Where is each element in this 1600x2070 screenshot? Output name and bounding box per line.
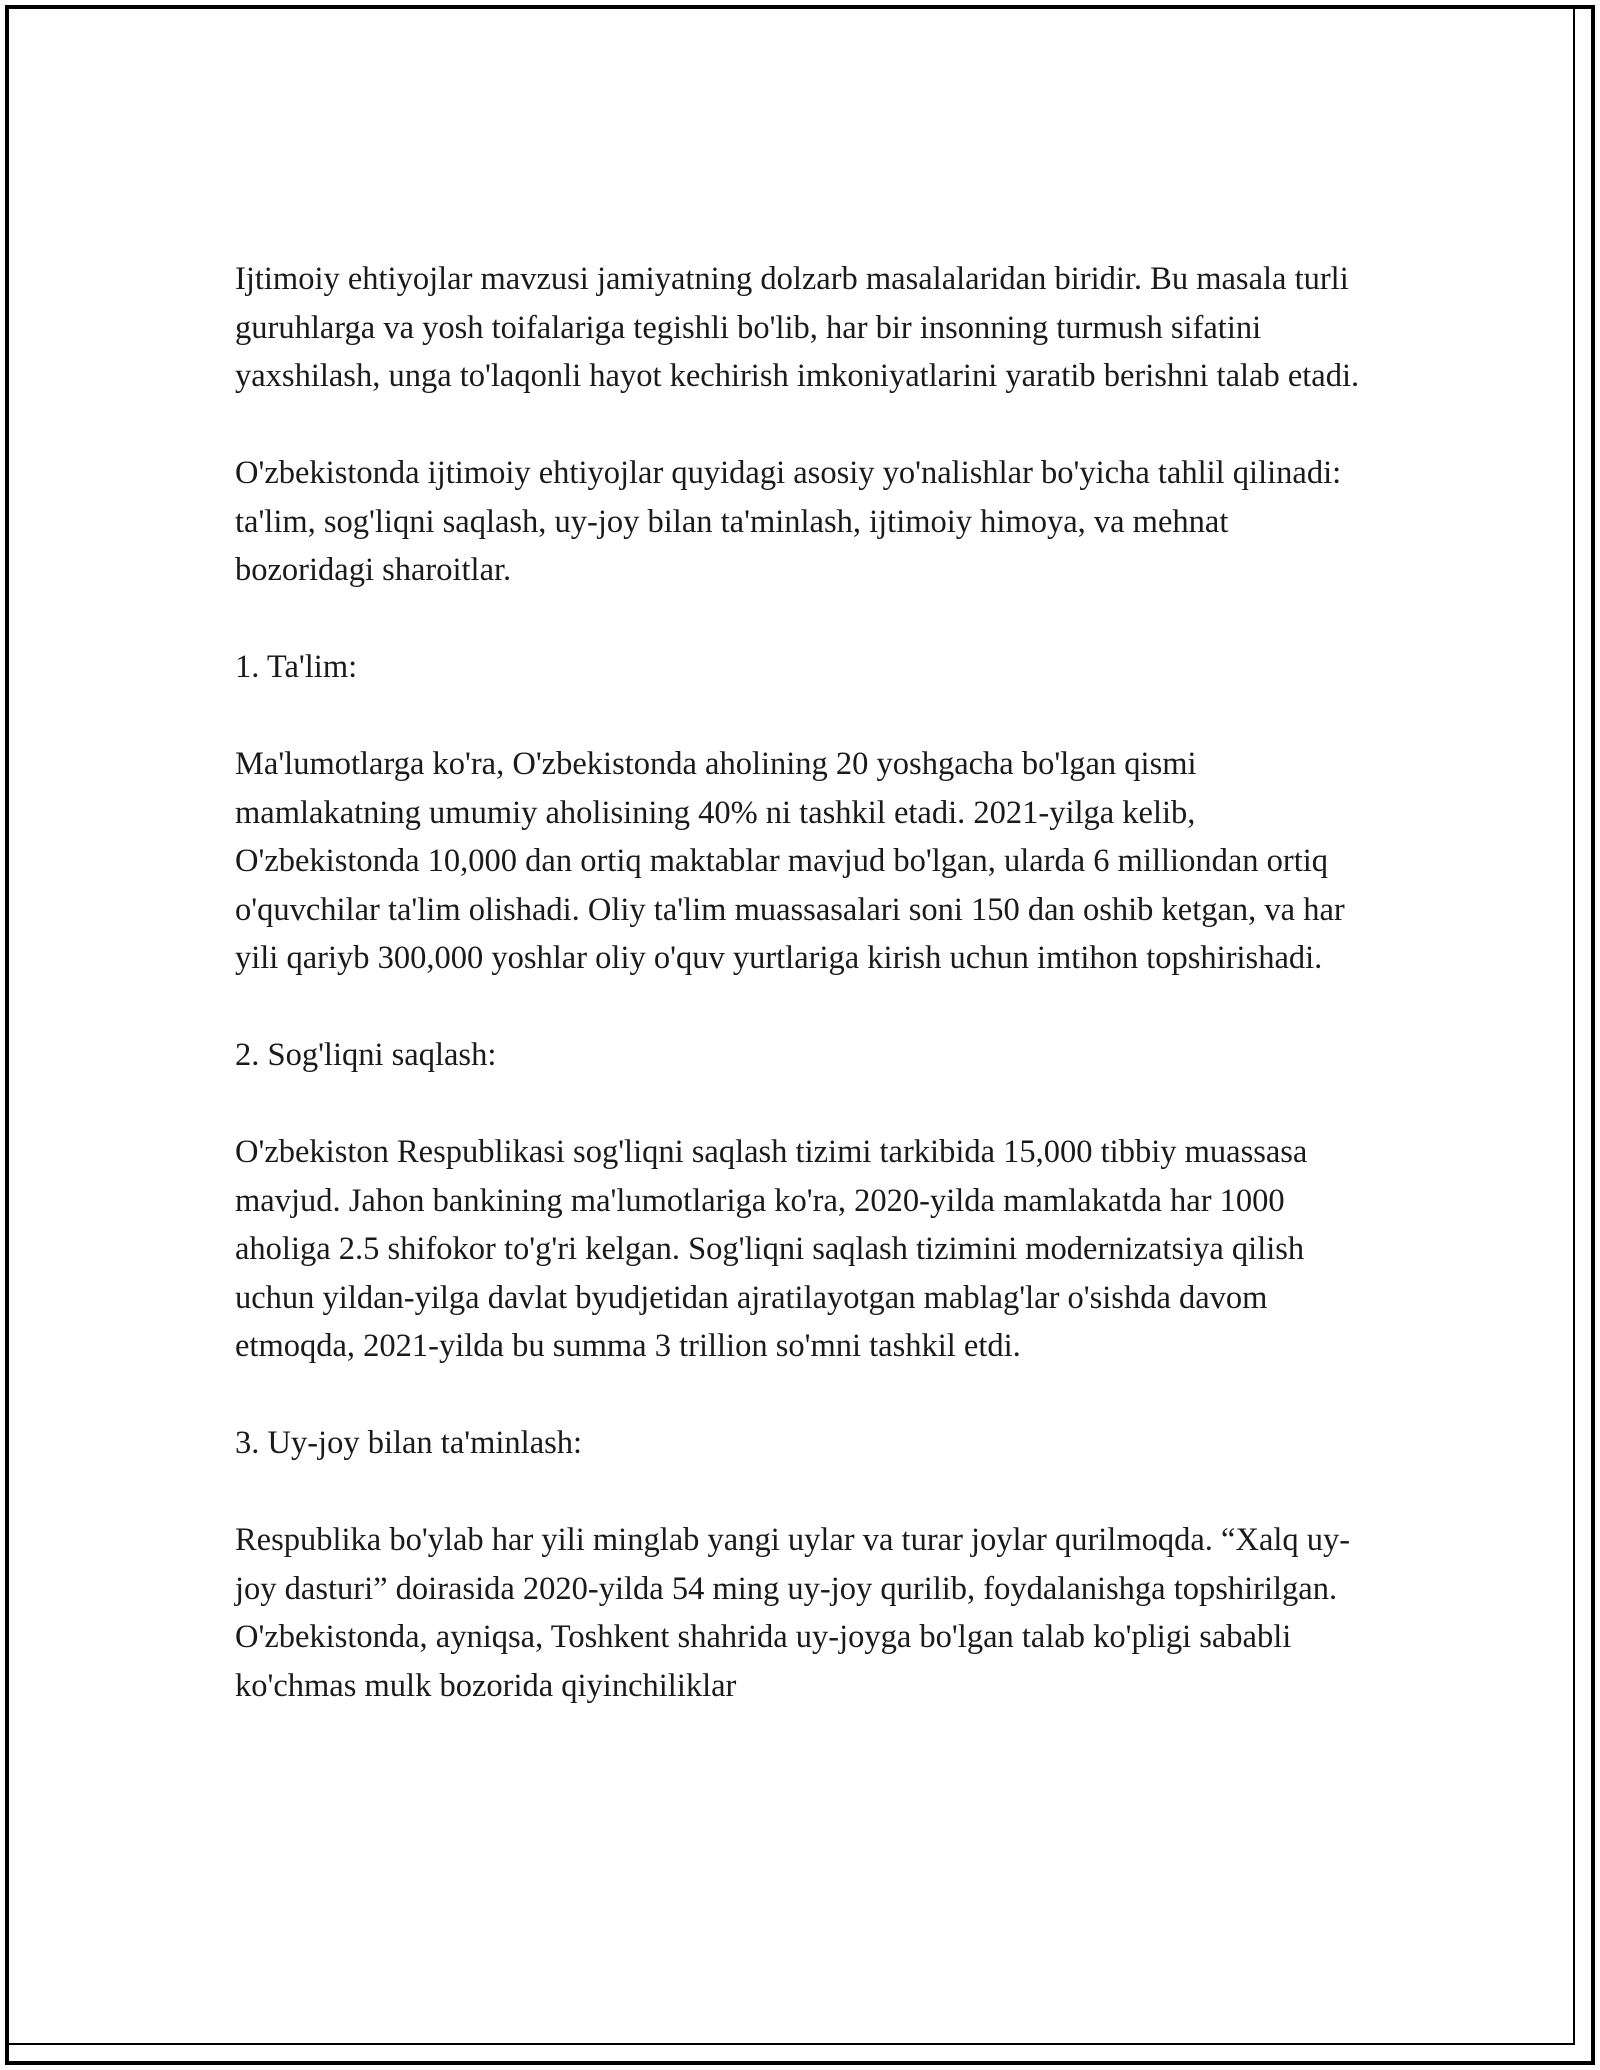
health-paragraph: O'zbekiston Respublikasi sog'liqni saqlash tizimi tarkibida 15,000 tibbiy muassasa mavjud. Jahon bankining ma'lumotlariga ko'ra, 2020-yilda mamlakatda har 1000 aholiga 2.5 shifokor to'g'ri kelgan. Sog'liqni saqlash tizimini modernizatsiya qilish uchun yildan-yilga davlat byudjetidan ajratilayotgan mablag'lar o'sishda davom etmoqda, 2021-yilda bu summa 3 trillion so'mni tashkil etdi.	[235, 1134, 1308, 1364]
intro-paragraph: Ijtimoiy ehtiyojlar mavzusi jamiyatning dolzarb masalalaridan biridir. Bu masala turli guruhlarga va yosh toifalariga tegishli bo'lib, har bir insonning turmush sifatini yaxshilash, unga to'laqonli hayot kechirish imkoniyatlarini yaratib berishni talab etadi.	[235, 261, 1360, 394]
education-paragraph: Ma'lumotlarga ko'ra, O'zbekistonda aholining 20 yoshgacha bo'lgan qismi mamlakatning umumiy aholisining 40% ni tashkil etadi. 2021-yilga kelib, O'zbekistonda 10,000 dan ortiq maktablar mavjud bo'lgan, ularda 6 milliondan ortiq o'quvchilar ta'lim olishadi. Oliy ta'lim muassasalari soni 150 dan oshib ketgan, va har yili qariyb 300,000 yoshlar oliy o'quv yurtlariga kirish uchun imtihon topshirishadi.	[235, 746, 1345, 976]
section-heading-health: 2. Sog'liqni saqlash:	[235, 1037, 497, 1073]
housing-paragraph: Respublika bo'ylab har yili minglab yangi uylar va turar joylar qurilmoqda. “Xalq uy-joy dasturi” doirasida 2020-yilda 54 ming uy-joy qurilib, foydalanishga topshirilgan. O'zbekistonda, ayniqsa, Toshkent shahrida uy-joyga bo'lgan talab ko'pligi sababli ko'chmas mulk bozorida qiyinchiliklar	[235, 1522, 1351, 1704]
directions-paragraph: O'zbekistonda ijtimoiy ehtiyojlar quyidagi asosiy yo'nalishlar bo'yicha tahlil qilinadi: ta'lim, sog'liqni saqlash, uy-joy bilan ta'minlash, ijtimoiy himoya, va mehnat bozoridagi sharoitlar.	[235, 455, 1342, 588]
section-heading-housing: 3. Uy-joy bilan ta'minlash:	[235, 1425, 583, 1461]
section-heading-education: 1. Ta'lim:	[235, 649, 358, 685]
document-body	[235, 255, 1365, 1710]
